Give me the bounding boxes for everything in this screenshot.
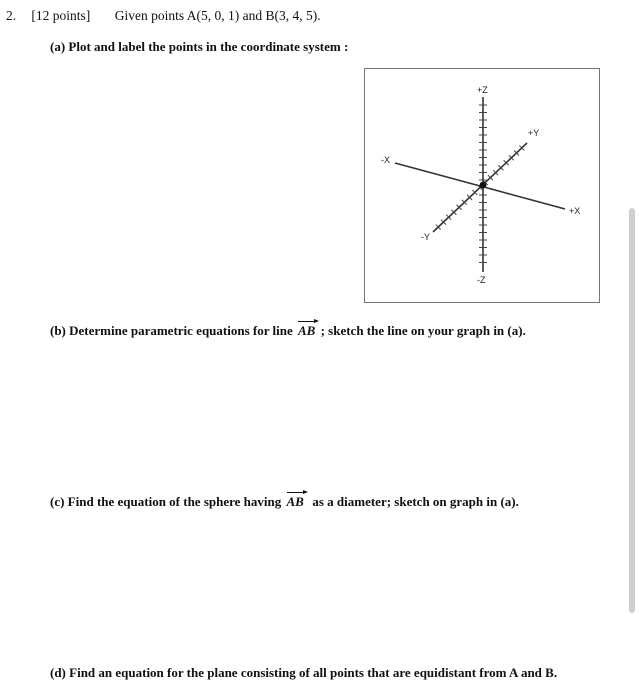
label-neg-y: -Y	[421, 232, 430, 242]
vector-ab-b: AB	[297, 323, 316, 338]
coordinate-graph	[364, 68, 600, 303]
part-c-after: as a diameter; sketch on graph in (a).	[312, 494, 519, 509]
part-a-text: (a) Plot and label the points in the coordinate system :	[50, 39, 349, 54]
part-c-before: (c) Find the equation of the sphere having	[50, 494, 282, 509]
scrollbar[interactable]	[629, 208, 635, 613]
axes-svg	[365, 69, 601, 304]
part-d-text: (d) Find an equation for the plane consisting of all points that are equidistant from A and B.	[50, 665, 558, 680]
vector-ab-c: AB	[286, 494, 304, 509]
label-neg-x: -X	[381, 155, 390, 165]
label-pos-z: +Z	[477, 85, 488, 95]
question-number: 2.	[6, 8, 17, 23]
question-prompt: Given points A(5, 0, 1) and B(3, 4, 5).	[114, 8, 321, 23]
label-pos-y: +Y	[528, 128, 540, 138]
part-c-text	[50, 494, 519, 510]
part-b-after: ; sketch the line on your graph in (a).	[320, 323, 526, 338]
question-header	[6, 8, 321, 24]
question-points: [12 points]	[31, 8, 91, 23]
label-pos-x: +X	[569, 206, 581, 216]
label-neg-z: -Z	[477, 275, 486, 285]
part-b-before: (b) Determine parametric equations for line	[50, 323, 293, 338]
part-b-text	[50, 323, 526, 339]
origin-point	[480, 182, 487, 189]
